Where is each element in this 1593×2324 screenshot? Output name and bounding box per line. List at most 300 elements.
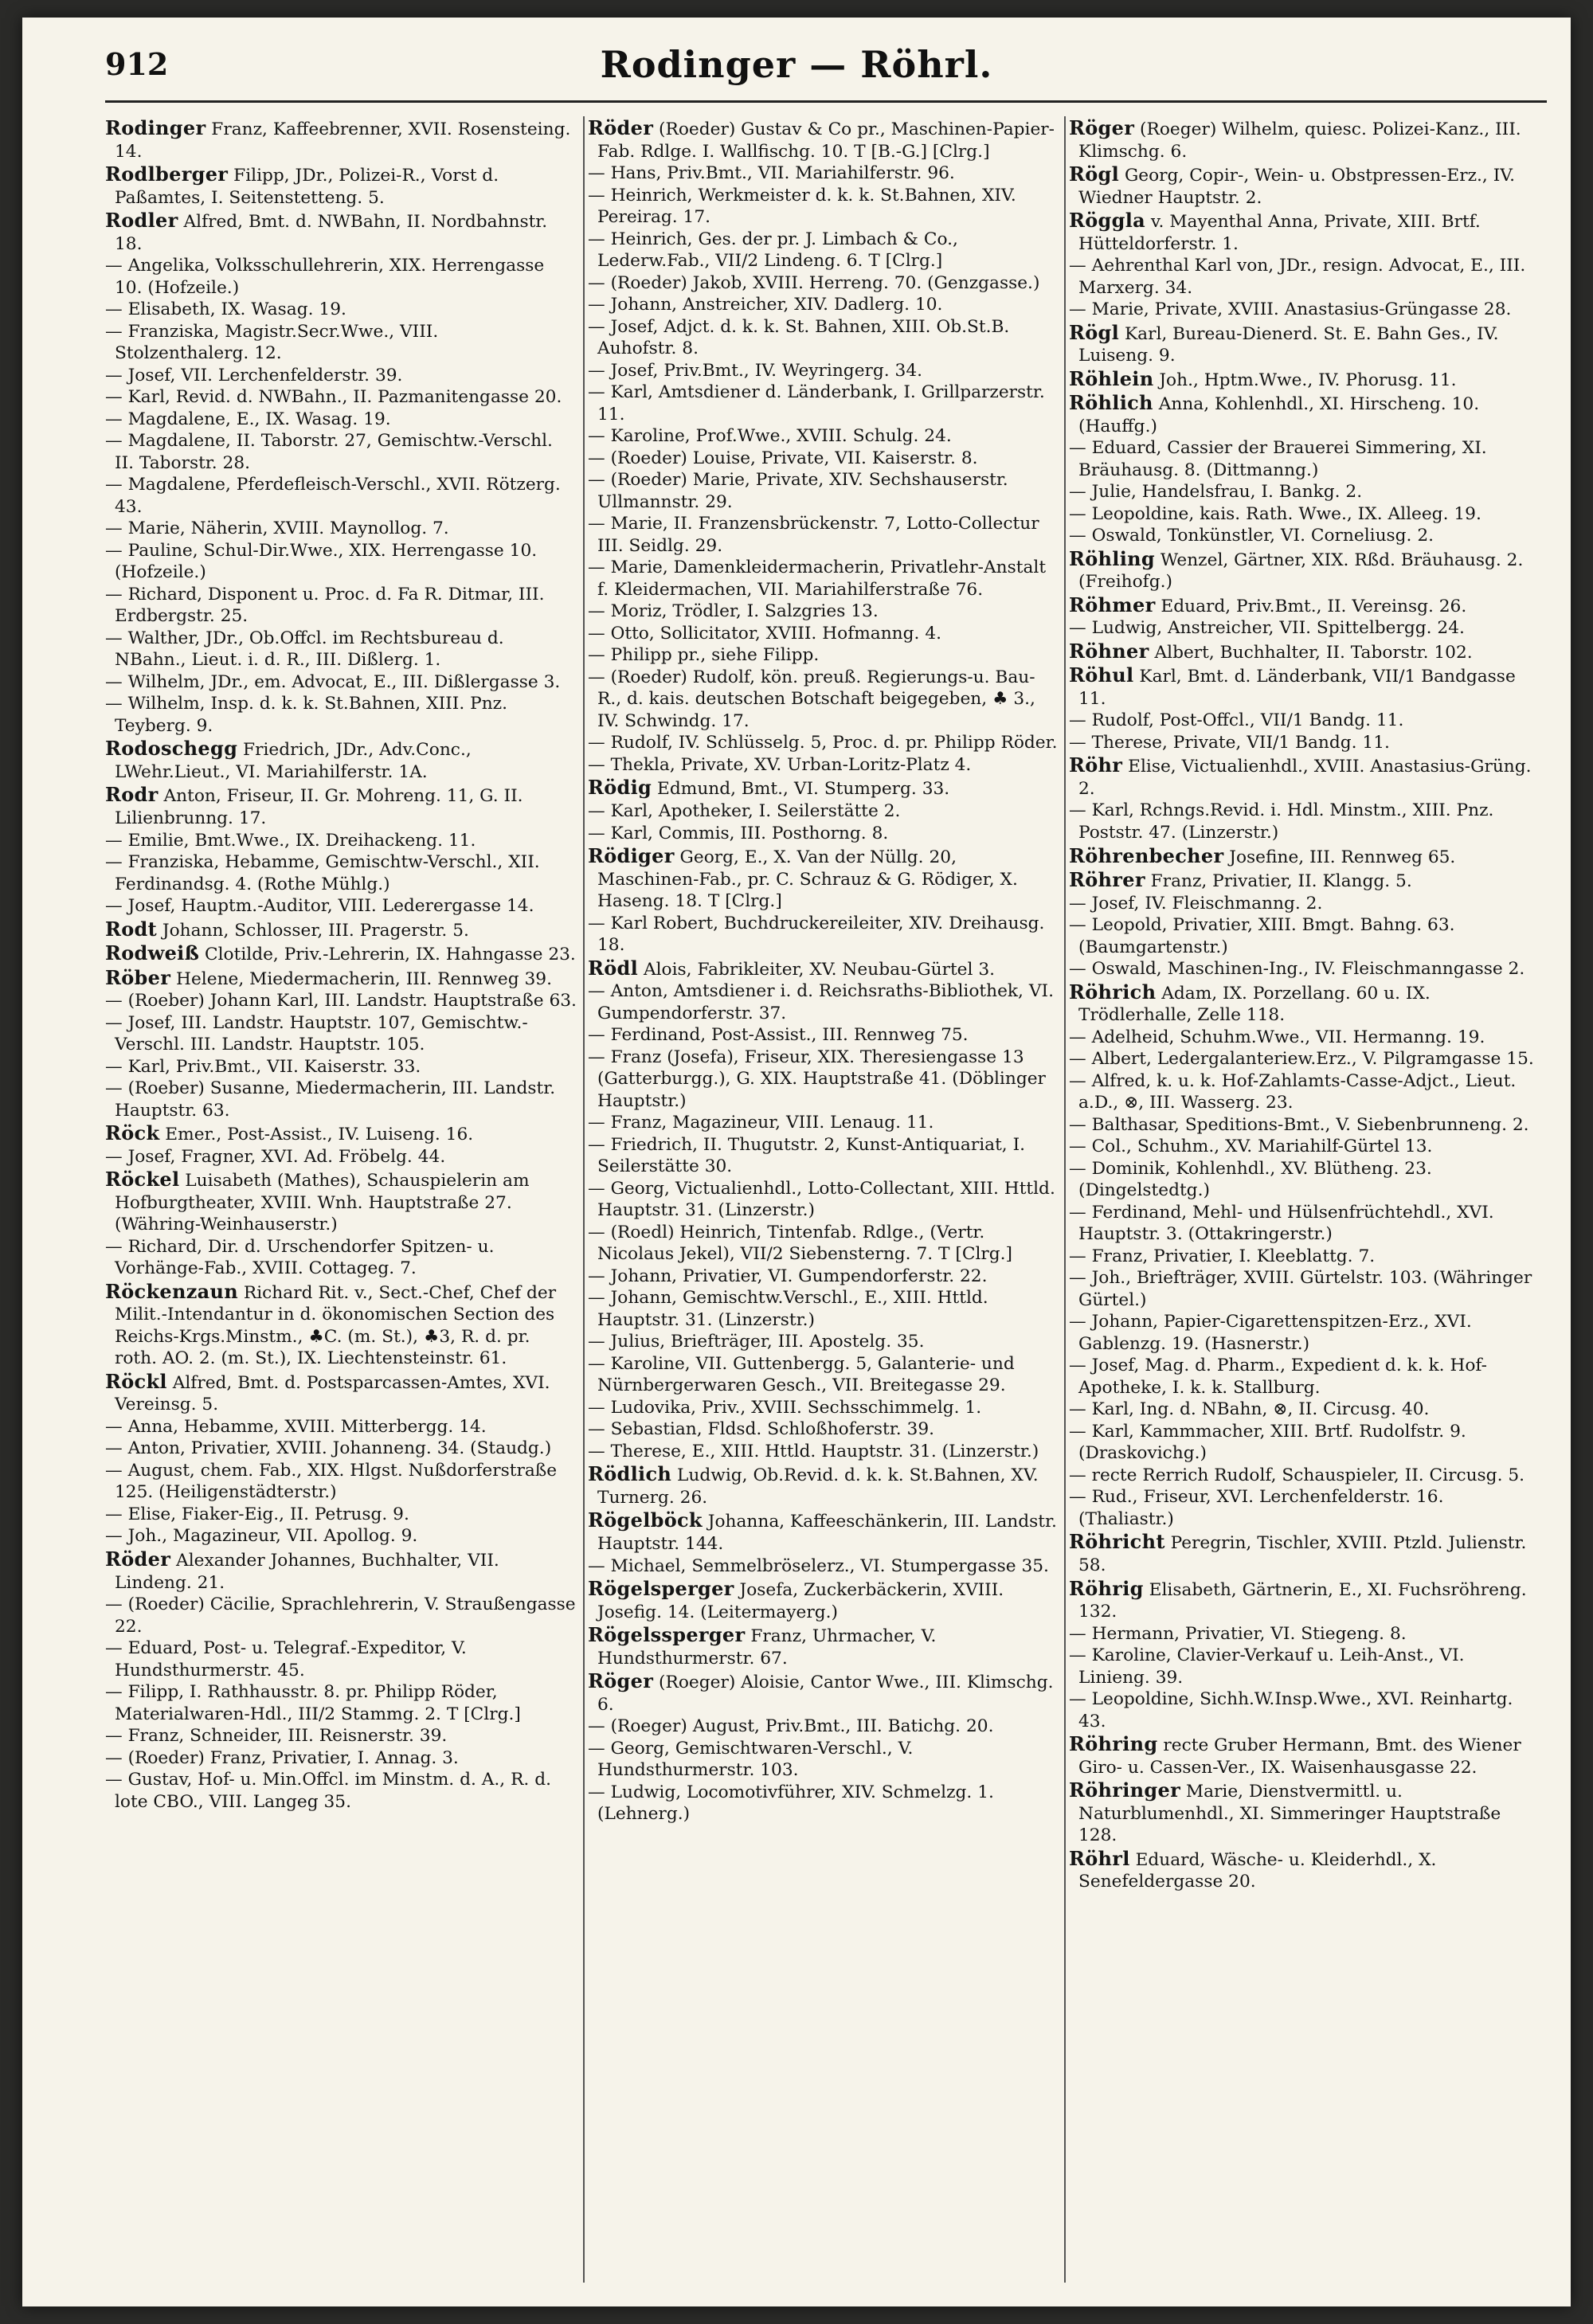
entry-text: — Emilie, Bmt.Wwe., IX. Dreihackeng. 11. (105, 830, 476, 851)
directory-entry (588, 1669, 1058, 1716)
directory-entry (105, 1416, 577, 1438)
entry-text: — Marie, Näherin, XVIII. Maynollog. 7. (105, 518, 449, 539)
directory-entry (105, 783, 577, 829)
entry-text: — Eduard, Post- u. Telegraf.-Expeditor, V. Hundsthurmerstr. 45. (105, 1638, 467, 1680)
entry-surname: Röhring (1069, 1732, 1158, 1756)
running-head: Rodinger — Röhrl. (600, 43, 993, 86)
directory-entry (588, 1047, 1058, 1113)
directory-entry (1069, 732, 1539, 754)
entry-text: — Josef, Mag. d. Pharm., Expedient d. k. k. Hof-Apotheke, I. k. k. Stallburg. (1069, 1356, 1488, 1398)
directory-entry (588, 1222, 1058, 1266)
directory-entry (1069, 640, 1539, 664)
directory-entry (588, 1266, 1058, 1288)
entry-surname: Rögl (1069, 320, 1120, 344)
entry-text: — Karl, Rchngs.Revid. i. Hdl. Minstm., XIII. Pnz. Poststr. 47. (Linzerstr.) (1069, 800, 1494, 843)
entry-text: Ludwig, Ob.Revid. d. k. k. St.Bahnen, XV. Turnerg. 26. (597, 1465, 1039, 1508)
entry-surname: Röhner (1069, 639, 1149, 663)
directory-entry (588, 294, 1058, 316)
entry-text: — Richard, Dir. d. Urschendorfer Spitzen- u. Vorhänge-Fab., XVIII. Cottageg. 7. (105, 1236, 495, 1279)
directory-entry (105, 321, 577, 365)
directory-entry (105, 386, 577, 409)
directory-entry (105, 851, 577, 895)
directory-entry (105, 966, 577, 991)
entry-surname: Röhlein (1069, 366, 1154, 390)
directory-entry (588, 1331, 1058, 1353)
entry-text: Karl, Bureau-Dienerd. St. E. Bahn Ges., IV. Luiseng. 9. (1078, 323, 1499, 366)
directory-entry (588, 1577, 1058, 1623)
entry-surname: Rögelsperger (588, 1577, 734, 1601)
directory-entry (1069, 710, 1539, 732)
entry-surname: Rödl (588, 956, 639, 980)
entry-text: — Ludwig, Locomotivführer, XIV. Schmelzg. 1. (Lehnerg.) (588, 1782, 994, 1825)
entry-text: — Georg, Victualienhdl., Lotto-Collectant, XIII. Httld. Hauptstr. 31. (Linzerstr.) (588, 1178, 1055, 1221)
entry-text: — (Roeder) Louise, Private, VII. Kaiserstr. 8. (588, 448, 978, 468)
entry-text: — Sebastian, Fldsd. Schloßhoferstr. 39. (588, 1419, 935, 1440)
entry-surname: Röhrich (1069, 980, 1157, 1004)
entry-surname: Rögelböck (588, 1508, 703, 1532)
directory-entry (588, 513, 1058, 557)
entry-text: Anton, Friseur, II. Gr. Mohreng. 11, G. II. Lilienbrunng. 17. (115, 786, 523, 828)
directory-entry (1069, 1399, 1539, 1421)
directory-entry (1069, 1688, 1539, 1732)
entry-text: Alexander Johannes, Buchhalter, VII. Lindeng. 21. (115, 1551, 499, 1593)
entry-text: — Otto, Sollicitator, XVIII. Hofmanng. 4. (588, 623, 942, 644)
directory-entry (105, 1012, 577, 1056)
entry-surname: Röckl (105, 1369, 167, 1393)
entry-text: — Magdalene, E., IX. Wasag. 19. (105, 409, 391, 429)
directory-entry (588, 913, 1058, 957)
directory-entry (1069, 525, 1539, 547)
directory-entry (105, 1525, 577, 1547)
directory-entry (588, 1508, 1058, 1555)
directory-entry (1069, 1070, 1539, 1114)
directory-entry (1069, 209, 1539, 255)
entry-text: Luisabeth (Mathes), Schauspielerin am Hofburgtheater, XVIII. Wnh. Hauptstraße 27. (Währing-Weinhauserstr.) (115, 1171, 530, 1235)
entry-text: — (Roeber) Johann Karl, III. Landstr. Hauptstraße 63. (105, 991, 577, 1011)
entry-text: Franz, Privatier, II. Klangg. 5. (1145, 871, 1412, 892)
entry-text: — Josef, III. Landstr. Hauptstr. 107, Gemischtw.-Verschl. III. Landstr. Hauptstr. 105. (105, 1012, 528, 1055)
directory-entry (588, 732, 1058, 754)
directory-entry (588, 644, 1058, 667)
directory-entry (105, 1121, 577, 1146)
column-1 (102, 116, 583, 2283)
entry-text: — Josef, Hauptm.-Auditor, VIII. Lederergasse 14. (105, 896, 534, 917)
directory-entry (588, 316, 1058, 360)
entry-text: — Johann, Anstreicher, XIV. Dadlerg. 10. (588, 295, 943, 315)
entry-text: Elisabeth, Gärtnerin, E., XI. Fuchsröhreng. 132. (1078, 1579, 1527, 1622)
entry-surname: Rödiger (588, 844, 675, 868)
directory-entry (1069, 1311, 1539, 1355)
entry-text: v. Mayenthal Anna, Private, XIII. Brtf. Hütteldorferstr. 1. (1078, 212, 1481, 254)
directory-entry (1069, 1645, 1539, 1688)
directory-entry (105, 1769, 577, 1813)
directory-entry (105, 1280, 577, 1370)
entry-text: — Johann, Privatier, VI. Gumpendorferstr. 22. (588, 1266, 988, 1286)
header-rule (105, 100, 1547, 103)
entry-text: (Roeger) Wilhelm, quiesc. Polizei-Kanz., III. Klimschg. 6. (1078, 119, 1521, 162)
directory-entry (105, 1460, 577, 1504)
entry-text: — Walther, JDr., Ob.Offcl. im Rechtsbureau d. NBahn., Lieut. i. d. R., III. Dißlerg. 1. (105, 628, 504, 671)
directory-entry (105, 1168, 577, 1236)
entry-surname: Röckel (105, 1168, 180, 1191)
entry-surname: Rodr (105, 783, 159, 807)
directory-entry (1069, 1027, 1539, 1049)
directory-entry (1069, 1136, 1539, 1158)
entry-surname: Röder (588, 116, 654, 139)
directory-entry (105, 1594, 577, 1637)
entry-text: — Heinrich, Ges. der pr. J. Limbach & Co., Lederw.Fab., VII/2 Lindeng. 6. T [Clrg.] (588, 229, 958, 272)
entry-surname: Röhrer (1069, 868, 1145, 892)
entry-surname: Rodt (105, 917, 158, 941)
entry-surname: Röhrenbecher (1069, 843, 1224, 867)
entry-text: — Karl, Commis, III. Posthorng. 8. (588, 823, 889, 843)
entry-surname: Röhul (1069, 663, 1134, 687)
directory-entry (105, 116, 577, 162)
directory-entry (588, 1287, 1058, 1331)
directory-entry (1069, 893, 1539, 915)
entry-text: — Julius, Briefträger, III. Apostelg. 35. (588, 1332, 925, 1352)
entry-text: — (Roeder) Rudolf, kön. preuß. Regierungs-u. Bau-R., d. kais. deutschen Botschaft beigegeben, ♣ 3., IV. Schwindg. 17. (588, 667, 1035, 731)
entry-text: — Marie, II. Franzensbrückenstr. 7, Lotto-Collectur III. Seidlg. 29. (588, 514, 1039, 556)
entry-text: — Magdalene, II. Taborstr. 27, Gemischtw.-Verschl. II. Taborstr. 28. (105, 431, 553, 473)
entry-text: — Hans, Priv.Bmt., VII. Mariahilferstr. 96. (588, 163, 955, 184)
entry-text: Friedrich, JDr., Adv.Conc., LWehr.Lieut., VI. Mariahilferstr. 1A. (115, 740, 472, 782)
entry-text: — Franz, Schneider, III. Reisnerstr. 39. (105, 1726, 448, 1747)
entry-surname: Rödig (588, 776, 652, 800)
entry-text: Albert, Buchhalter, II. Taborstr. 102. (1149, 642, 1473, 663)
entry-text: Anna, Kohlenhdl., XI. Hirscheng. 10. (Hauffg.) (1078, 394, 1480, 436)
entry-text: — Franz (Josefa), Friseur, XIX. Theresiengasse 13 (Gatterburgg.), G. XIX. Hauptstraße 41. (Döblinger Hauptstr.) (588, 1047, 1046, 1111)
entry-surname: Röder (105, 1547, 171, 1571)
directory-entry (1069, 255, 1539, 299)
directory-entry (588, 1024, 1058, 1047)
directory-entry (588, 1134, 1058, 1178)
directory-entry (1069, 1355, 1539, 1399)
entry-text: — Josef, Adjct. d. k. k. St. Bahnen, XIII. Ob.St.B. Auhofstr. 8. (588, 316, 1010, 359)
entry-text: — Wilhelm, Insp. d. k. k. St.Bahnen, XIII. Pnz. Teyberg. 9. (105, 694, 507, 736)
directory-page (22, 18, 1571, 2306)
entry-text: — Alfred, k. u. k. Hof-Zahlamts-Casse-Adjct., Lieut. a.D., ⊗, III. Wasserg. 23. (1069, 1070, 1517, 1113)
entry-surname: Rodoschegg (105, 737, 238, 761)
directory-entry (105, 584, 577, 628)
entry-text: — Heinrich, Werkmeister d. k. k. St.Bahnen, XIV. Pereirag. 17. (588, 185, 1016, 228)
entry-text: Eduard, Wäsche- u. Kleiderhdl., X. Senefeldergasse 20. (1078, 1849, 1437, 1892)
entry-text: — Therese, Private, VII/1 Bandg. 11. (1069, 732, 1390, 753)
entry-text: Alois, Fabrikleiter, XV. Neubau-Gürtel 3. (638, 959, 996, 980)
directory-entry (588, 1418, 1058, 1441)
entry-text: — Magdalene, Pferdefleisch-Verschl., XVII. Rötzerg. 43. (105, 475, 561, 517)
directory-entry (1069, 800, 1539, 843)
entry-text: — Aehrenthal Karl von, JDr., resign. Advocat, E., III. Marxerg. 34. (1069, 256, 1526, 298)
directory-entry (588, 623, 1058, 645)
entry-text: — Karl Robert, Buchdruckereileiter, XIV. Dreihausg. 18. (588, 913, 1045, 956)
entry-text: — (Roedl) Heinrich, Tintenfab. Rdlge., (Vertr. Nicolaus Jekel), VII/2 Siebensterng. 7. T [Clrg.] (588, 1222, 1012, 1265)
entry-surname: Röhrig (1069, 1576, 1144, 1600)
directory-entry (105, 917, 577, 942)
entry-text: Richard Rit. v., Sect.-Chef, Chef der Milit.-Intendantur in d. ökonomischen Section des Reichs-Krgs.Minstm., ♣C. (m. St.), ♣3, R. d. pr. roth. AO. 2. (m. St.), IX. Liechtensteinstr. 61. (115, 1282, 557, 1369)
directory-entry (1069, 1246, 1539, 1268)
directory-entry (1069, 1267, 1539, 1311)
directory-entry (588, 754, 1058, 777)
entry-text: — Ludwig, Anstreicher, VII. Spittelbergg. 24. (1069, 618, 1465, 639)
directory-entry (588, 1178, 1058, 1222)
entry-text: — Col., Schuhm., XV. Mariahilf-Gürtel 13. (1069, 1137, 1433, 1157)
directory-entry (105, 1504, 577, 1526)
directory-entry (1069, 1778, 1539, 1847)
entry-text: — Elise, Fiaker-Eig., II. Petrusg. 9. (105, 1504, 409, 1524)
directory-entry (105, 409, 577, 431)
directory-entry (1069, 1486, 1539, 1530)
entry-text: — Josef, Priv.Bmt., IV. Weyringerg. 34. (588, 360, 923, 381)
entry-text: — (Roeder) Marie, Private, XIV. Sechshauserstr. Ullmannstr. 29. (588, 470, 1008, 512)
entry-text: Marie, Dienstvermittl. u. Naturblumenhdl., XI. Simmeringer Hauptstraße 128. (1078, 1782, 1501, 1846)
directory-entry (105, 941, 577, 966)
directory-entry (588, 185, 1058, 229)
entry-text: — Ludovika, Priv., XVIII. Sechsschimmelg. 1. (588, 1397, 982, 1418)
directory-entry (588, 1441, 1058, 1463)
entry-text: — Johann, Gemischtw.Verschl., E., XIII. Httld. Hauptstr. 31. (Linzerstr.) (588, 1288, 988, 1330)
entry-text: — Karl, Revid. d. NWBahn., II. Pazmanitengasse 20. (105, 387, 562, 408)
entry-text: Clotilde, Priv.-Lehrerin, IX. Hahngasse 23. (199, 945, 576, 965)
entry-text: Josefine, III. Rennweg 65. (1223, 847, 1456, 867)
entry-text: — Pauline, Schul-Dir.Wwe., XIX. Herrengasse 10. (Hofzeile.) (105, 540, 538, 583)
entry-text: — Karoline, Prof.Wwe., XVIII. Schulg. 24. (588, 426, 952, 447)
directory-entry (588, 1716, 1058, 1738)
entry-text: — Friedrich, II. Thugutstr. 2, Kunst-Antiquariat, I. Seilerstätte 30. (588, 1134, 1026, 1177)
directory-entry (105, 1725, 577, 1747)
entry-text: — Ferdinand, Mehl- und Hülsenfrüchtehdl., XVI. Hauptstr. 3. (Ottakringerstr.) (1069, 1202, 1494, 1245)
entry-surname: Röger (588, 1669, 654, 1693)
entry-text: — Angelika, Volksschullehrerin, XIX. Herrengasse 10. (Hofzeile.) (105, 256, 545, 298)
entry-surname: Röckenzaun (105, 1279, 238, 1303)
entry-text: — Thekla, Private, XV. Urban-Loritz-Platz 4. (588, 754, 972, 775)
directory-entry (1069, 162, 1539, 209)
directory-entry (588, 776, 1058, 800)
entry-text: Joh., Hptm.Wwe., IV. Phorusg. 11. (1153, 370, 1457, 390)
entry-text: — Karl, Apotheker, I. Seilerstätte 2. (588, 800, 901, 821)
directory-entry (588, 469, 1058, 513)
directory-entry (588, 1738, 1058, 1782)
directory-entry (105, 693, 577, 737)
column-3 (1064, 116, 1545, 2283)
directory-entry (105, 1747, 577, 1770)
entry-text: — Ferdinand, Post-Assist., III. Rennweg 75. (588, 1025, 969, 1046)
directory-entry (588, 1623, 1058, 1669)
directory-entry (1069, 1158, 1539, 1202)
directory-entry (105, 430, 577, 474)
directory-entry (105, 1370, 577, 1416)
directory-entry (588, 957, 1058, 981)
entry-text: Karl, Bmt. d. Länderbank, VII/1 Bandgasse 11. (1078, 667, 1516, 709)
entry-text: — Karoline, VII. Guttenbergg. 5, Galanterie- und Nürnbergerwaren Gesch., VII. Breitegasse 29. (588, 1353, 1015, 1396)
directory-entry (105, 1236, 577, 1280)
directory-entry (588, 381, 1058, 425)
entry-text: — Leopoldine, kais. Rath. Wwe., IX. Alleeg. 19. (1069, 503, 1481, 524)
directory-entry (105, 1681, 577, 1725)
entry-text: — Filipp, I. Rathhausstr. 8. pr. Philipp Röder, Materialwaren-Hdl., III/2 Stammg. 2. T [Clrg.] (105, 1682, 521, 1724)
entry-surname: Röggla (1069, 209, 1145, 233)
directory-entry (105, 737, 577, 783)
entry-surname: Rodler (105, 209, 178, 233)
page-header (22, 18, 1571, 94)
entry-surname: Röhr (1069, 753, 1123, 777)
directory-entry (1069, 980, 1539, 1027)
directory-entry (588, 980, 1058, 1024)
entry-text: — Anton, Privatier, XVIII. Johanneng. 34. (Staudg.) (105, 1438, 552, 1459)
entry-text: Emer., Post-Assist., IV. Luiseng. 16. (159, 1125, 474, 1145)
entry-text: recte Gruber Hermann, Bmt. des Wiener Giro- u. Cassen-Ver., IX. Waisenhausgasse 22. (1078, 1735, 1521, 1778)
entry-surname: Rögelssperger (588, 1623, 746, 1647)
directory-entry (105, 830, 577, 852)
directory-entry (1069, 1202, 1539, 1246)
entry-text: Eduard, Priv.Bmt., II. Vereinsg. 26. (1155, 596, 1467, 616)
directory-entry (105, 540, 577, 584)
entry-text: Edmund, Bmt., VI. Stumperg. 33. (652, 779, 950, 800)
directory-entry (1069, 617, 1539, 640)
entry-text: Wenzel, Gärtner, XIX. Rßd. Bräuhausg. 2. (Freihofg.) (1078, 550, 1524, 593)
entry-text: — Balthasar, Speditions-Bmt., V. Siebenbrunneng. 2. (1069, 1114, 1529, 1135)
entry-text: — Karl, Ing. d. NBahn, ⊗, II. Circusg. 40. (1069, 1399, 1430, 1420)
directory-entry (105, 209, 577, 255)
entry-text: — Marie, Damenkleidermacherin, Privatlehr-Anstalt f. Kleidermachen, VII. Mariahilferstraße 76. (588, 558, 1047, 600)
entry-text: — Moriz, Trödler, I. Salzgries 13. (588, 601, 879, 622)
directory-entry (1069, 503, 1539, 526)
directory-entry (105, 895, 577, 917)
entry-text: — Josef, Fragner, XVI. Ad. Fröbelg. 44. (105, 1146, 446, 1167)
directory-entry (1069, 1114, 1539, 1137)
directory-entry (105, 628, 577, 671)
directory-entry (1069, 914, 1539, 958)
entry-text: Georg, E., X. Van der Nüllg. 20, Maschinen-Fab., pr. C. Schrauz & G. Rödiger, X. Haseng. 18. T [Clrg.] (597, 847, 1018, 912)
directory-entry (1069, 391, 1539, 437)
directory-entry (105, 255, 577, 299)
entry-text: Franz, Uhrmacher, V. Hundsthurmerstr. 67. (597, 1626, 937, 1669)
entry-text: (Roeder) Gustav & Co pr., Maschinen-Papier-Fab. Rdlge. I. Wallfischg. 10. T [B.-G.] [Clrg.] (597, 119, 1055, 162)
entry-text: Alfred, Bmt. d. NWBahn, II. Nordbahnstr. 18. (115, 212, 548, 254)
directory-entry (588, 1555, 1058, 1578)
entry-text: — Georg, Gemischtwaren-Verschl., V. Hundsthurmerstr. 103. (588, 1738, 914, 1781)
entry-text: — Oswald, Tonkünstler, VI. Corneliusg. 2. (1069, 526, 1434, 546)
directory-entry (1069, 481, 1539, 503)
directory-entry (105, 299, 577, 321)
entry-text: — (Roeber) Susanne, Miedermacherin, III. Landstr. Hauptstr. 63. (105, 1078, 556, 1121)
directory-entry (1069, 1623, 1539, 1645)
entry-surname: Rögl (1069, 162, 1120, 186)
directory-entry (588, 1782, 1058, 1825)
entry-surname: Röhlich (1069, 391, 1153, 415)
entry-text: — Marie, Private, XVIII. Anastasius-Grüngasse 28. (1069, 299, 1512, 320)
directory-entry (588, 229, 1058, 272)
directory-entry (588, 1397, 1058, 1419)
entry-text: Filipp, JDr., Polizei-R., Vorst d. Paßamtes, I. Seitenstetteng. 5. (115, 166, 499, 208)
directory-entry (1069, 299, 1539, 321)
entry-text: (Roeger) Aloisie, Cantor Wwe., III. Klimschg. 6. (597, 1673, 1054, 1715)
directory-entry (105, 1547, 577, 1594)
entry-surname: Röhrl (1069, 1846, 1130, 1870)
directory-entry (1069, 116, 1539, 162)
entry-text: Johanna, Kaffeeschänkerin, III. Landstr. Hauptstr. 144. (597, 1512, 1057, 1554)
directory-entry (105, 1056, 577, 1078)
directory-entry (588, 800, 1058, 823)
entry-surname: Röhling (1069, 546, 1155, 570)
entry-text: — Adelheid, Schuhm.Wwe., VII. Hermanng. 19. (1069, 1027, 1485, 1047)
directory-entry (105, 474, 577, 518)
directory-entry (105, 162, 577, 209)
entry-text: — Philipp pr., siehe Filipp. (588, 645, 820, 666)
directory-entry (1069, 1577, 1539, 1623)
directory-entry (105, 1078, 577, 1121)
entry-text: — Franz, Magazineur, VIII. Lenaug. 11. (588, 1113, 934, 1133)
entry-text: — Josef, IV. Fleischmanng. 2. (1069, 893, 1323, 914)
entry-text: — Franziska, Magistr.Secr.Wwe., VIII. Stolzenthalerg. 12. (105, 321, 439, 364)
entry-text: — Johann, Papier-Cigarettenspitzen-Erz., XVI. Gablenzg. 19. (Hasnerstr.) (1069, 1312, 1472, 1354)
directory-entry (105, 1438, 577, 1460)
directory-entry (588, 601, 1058, 623)
directory-entry (105, 518, 577, 540)
directory-entry (1069, 1465, 1539, 1487)
entry-surname: Röhringer (1069, 1778, 1181, 1802)
entry-text: — Franz, Privatier, I. Kleeblattg. 7. (1069, 1246, 1376, 1266)
entry-surname: Rodlberger (105, 162, 229, 186)
entry-text: Peregrin, Tischler, XVIII. Ptzld. Julienstr. 58. (1078, 1533, 1527, 1575)
entry-surname: Röhricht (1069, 1530, 1165, 1554)
directory-entry (588, 448, 1058, 470)
directory-entry (105, 365, 577, 387)
entry-text: — August, chem. Fab., XIX. Hlgst. Nußdorferstraße 125. (Heiligenstädterstr.) (105, 1460, 558, 1503)
entry-text: — (Roeder) Jakob, XVIII. Herreng. 70. (Genzgasse.) (588, 272, 1040, 293)
entry-text: — recte Rerrich Rudolf, Schauspieler, II. Circusg. 5. (1069, 1465, 1525, 1485)
entry-text: — (Roeder) Franz, Privatier, I. Annag. 3. (105, 1747, 459, 1768)
directory-entry (1069, 547, 1539, 593)
directory-entry (1069, 868, 1539, 893)
entry-text: Elise, Victualienhdl., XVIII. Anastasius-Grüng. 2. (1078, 757, 1532, 799)
directory-entry (588, 116, 1058, 162)
directory-entry (1069, 1847, 1539, 1893)
entry-text: — (Roeder) Cäcilie, Sprachlehrerin, V. Straußengasse 22. (105, 1594, 576, 1637)
directory-entry (588, 823, 1058, 845)
entry-text: Helene, Miedermacherin, III. Rennweg 39. (170, 968, 552, 989)
entry-text: — Albert, Ledergalanteriew.Erz., V. Pilgramgasse 15. (1069, 1049, 1534, 1070)
directory-entry (1069, 1530, 1539, 1576)
entry-text: — Joh., Briefträger, XVIII. Gürtelstr. 103. (Währinger Gürtel.) (1069, 1268, 1532, 1310)
directory-entry (588, 162, 1058, 185)
entry-text: Adam, IX. Porzellang. 60 u. IX. Trödlerhalle, Zelle 118. (1078, 983, 1431, 1026)
directory-entry (1069, 1048, 1539, 1070)
entry-surname: Rodweiß (105, 941, 200, 965)
entry-text: — Rudolf, Post-Offcl., VII/1 Bandg. 11. (1069, 710, 1404, 731)
entry-text: — Franziska, Hebamme, Gemischtw-Verschl., XII. Ferdinandsg. 4. (Rothe Mühlg.) (105, 852, 540, 894)
entry-text: — Karl, Amtsdiener d. Länderbank, I. Grillparzerstr. 11. (588, 382, 1045, 425)
entry-text: — Karl, Kammmacher, XIII. Brtf. Rudolfstr. 9. (Draskovichg.) (1069, 1421, 1466, 1464)
entry-text: — Rud., Friseur, XVI. Lerchenfelderstr. 16. (Thaliastr.) (1069, 1487, 1444, 1529)
directory-entry (588, 360, 1058, 382)
entry-surname: Röber (105, 965, 171, 989)
entry-surname: Rödlich (588, 1462, 672, 1486)
entry-text: Johann, Schlosser, III. Pragerstr. 5. (157, 920, 469, 941)
directory-entry (588, 1462, 1058, 1508)
directory-entry (1069, 1421, 1539, 1465)
directory-entry (588, 272, 1058, 295)
directory-entry (1069, 753, 1539, 800)
entry-text: Franz, Kaffeebrenner, XVII. Rosensteing. 14. (115, 119, 571, 162)
entry-text: Georg, Copir-, Wein- u. Obstpressen-Erz., IV. Wiedner Hauptstr. 2. (1078, 166, 1516, 208)
entry-text: — (Roeger) August, Priv.Bmt., III. Batichg. 20. (588, 1716, 994, 1737)
directory-entry (1069, 437, 1539, 481)
directory-entry (1069, 321, 1539, 367)
directory-columns (102, 116, 1552, 2283)
entry-text: — Anton, Amtsdiener i. d. Reichsraths-Bibliothek, VI. Gumpendorferstr. 37. (588, 981, 1054, 1023)
directory-entry (588, 1353, 1058, 1397)
